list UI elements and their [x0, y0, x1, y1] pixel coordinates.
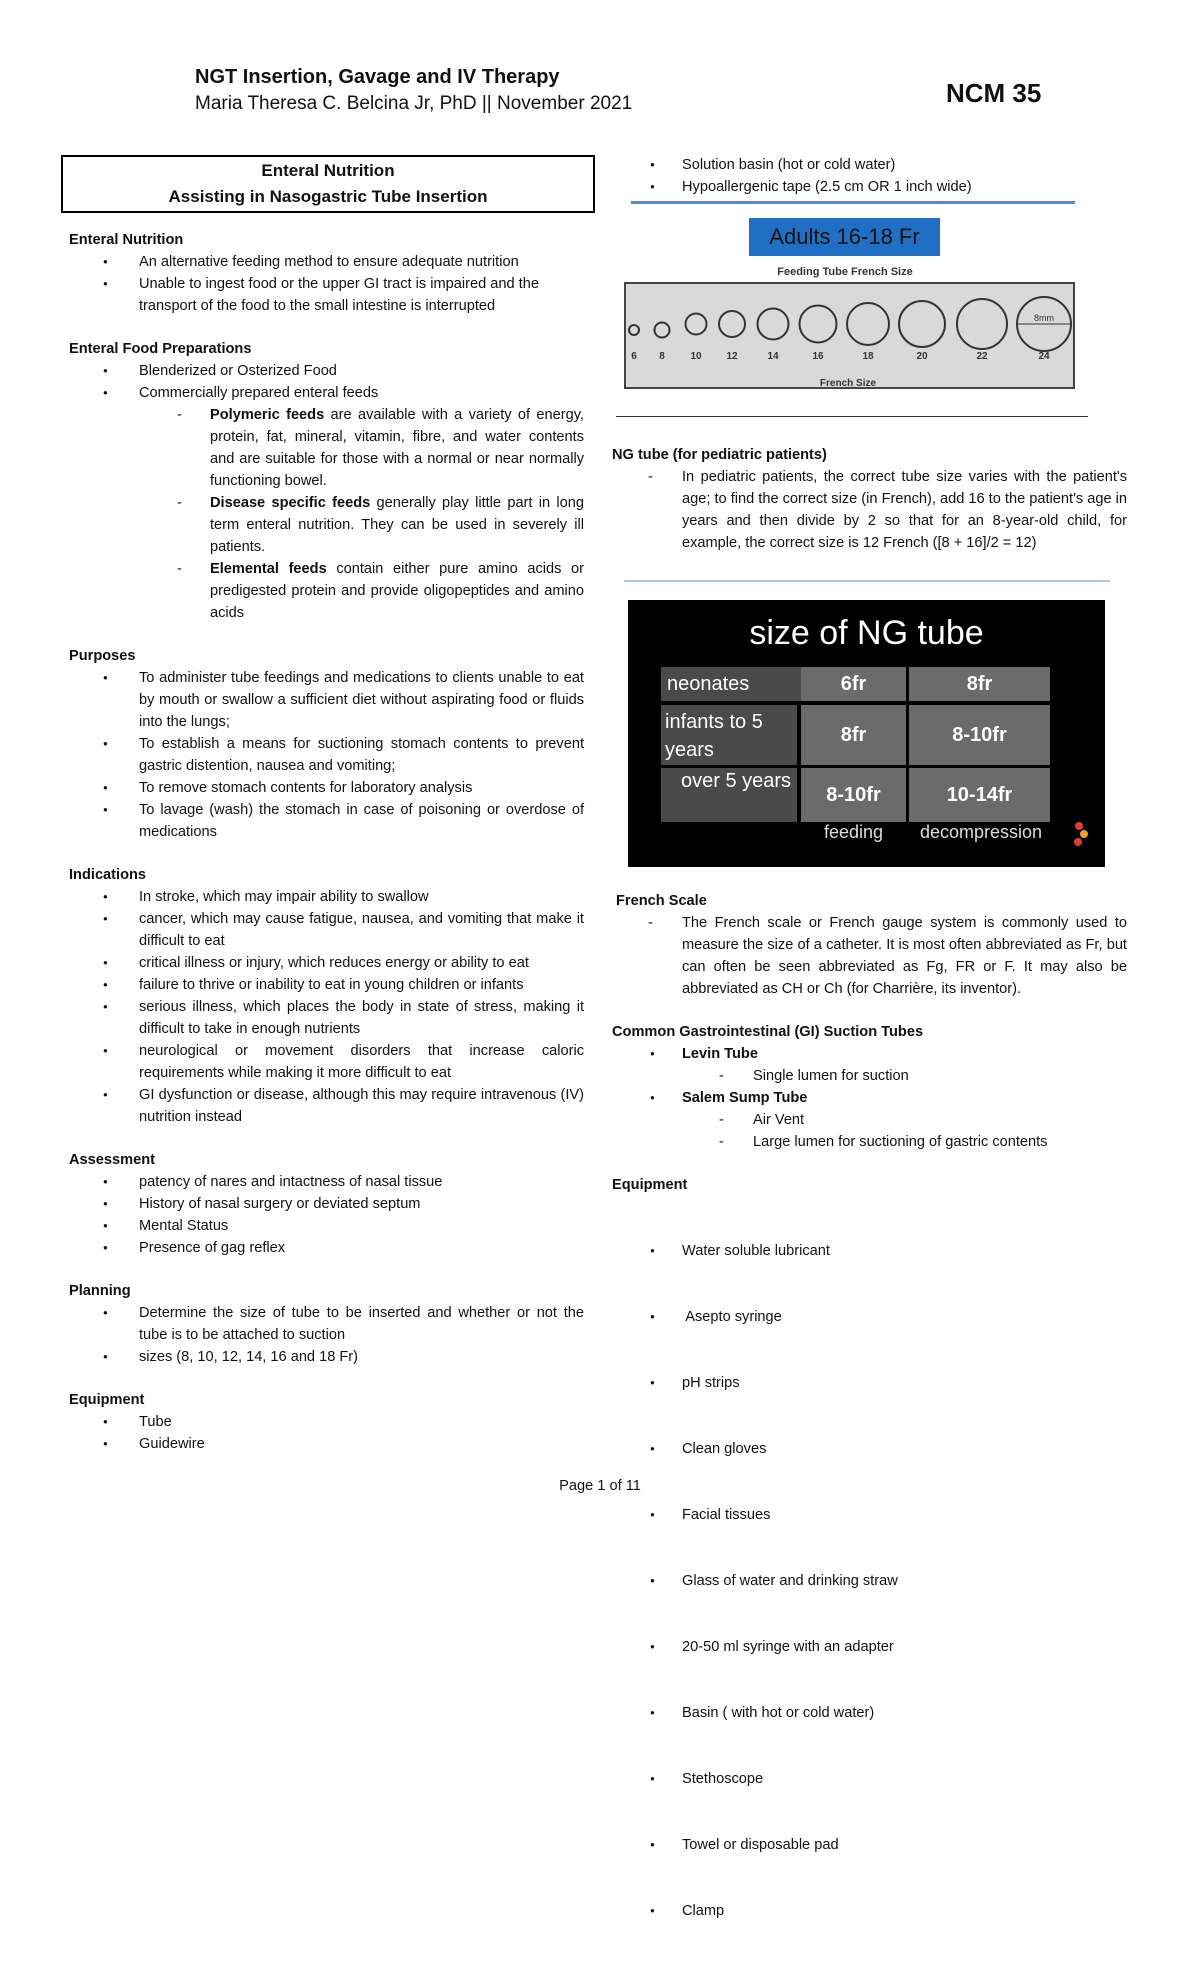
page-number: Page 1 of 11	[559, 1478, 641, 1494]
ng-pediatric-list	[612, 466, 1127, 554]
list-item: ● Basin ( with hot or cold water)	[612, 1702, 1127, 1724]
list-item: ● Asepto syringe	[612, 1306, 1127, 1328]
adult-size-badge: Adults 16-18 Fr	[749, 218, 940, 256]
tube-size-label: 12	[726, 351, 738, 362]
equipment-list-right	[612, 1196, 1127, 1966]
ng-decompression-cell: 8-10fr	[909, 705, 1050, 765]
tube-size-label: 6	[631, 351, 637, 362]
list-item: ● patency of nares and intactness of nasal tissue	[69, 1171, 584, 1193]
ng-row-label: over 5 years	[661, 768, 797, 822]
heading-ng-pediatric: NG tube (for pediatric patients)	[612, 447, 827, 463]
tube-size-label: 8	[659, 351, 665, 362]
list-item: - Single lumen for suction	[612, 1065, 1127, 1087]
list-item	[69, 492, 584, 558]
list-item: ● Guidewire	[69, 1433, 584, 1455]
list-item: - Large lumen for suctioning of gastric contents	[612, 1131, 1127, 1153]
ng-table-title: size of NG tube	[749, 614, 984, 652]
heading-food-preparations: Enteral Food Preparations	[69, 341, 252, 357]
heading-purposes: Purposes	[69, 648, 136, 664]
figure-caption: Feeding Tube French Size	[777, 266, 913, 278]
list-item: ● To remove stomach contents for laboratory analysis	[69, 777, 584, 799]
ng-row-label: neonates	[661, 667, 801, 701]
list-item: ● GI dysfunction or disease, although this may require intravenous (IV) nutrition instead	[69, 1084, 584, 1128]
tube-size-label: 22	[976, 351, 988, 362]
tube-size-label: 10	[690, 351, 702, 362]
ng-col-decompression: decompression	[919, 822, 1043, 842]
ng-feeding-cell: 6fr	[801, 667, 906, 701]
french-size-figure	[624, 282, 1076, 390]
axis-label: French Size	[819, 378, 877, 389]
tube-size-label: 24	[1038, 351, 1050, 362]
author-line: Maria Theresa C. Belcina Jr, PhD || November 2021	[195, 93, 633, 114]
list-item: - Air Vent	[612, 1109, 1127, 1131]
heading-enteral-nutrition: Enteral Nutrition	[69, 232, 184, 248]
tube-size-label: 16	[812, 351, 824, 362]
list-item: ● sizes (8, 10, 12, 14, 16 and 18 Fr)	[69, 1346, 584, 1368]
ng-feeding-cell: 8-10fr	[801, 768, 906, 822]
heading-planning: Planning	[69, 1283, 131, 1299]
indications-list	[69, 886, 584, 1128]
list-item: ● failure to thrive or inability to eat in young children or infants	[69, 974, 584, 996]
levin-tube-list	[612, 1065, 1127, 1087]
tube-size-label: 14	[767, 351, 779, 362]
list-item: ● Facial tissues	[612, 1504, 1127, 1526]
list-item: ● Clamp	[612, 1900, 1127, 1922]
feed-types-list	[69, 404, 584, 624]
heading-equipment-right: Equipment	[612, 1177, 688, 1193]
list-item: ● Mental Status	[69, 1215, 584, 1237]
list-item: ● Water soluble lubricant	[612, 1240, 1127, 1262]
right-top-list-wrap	[612, 154, 1132, 198]
left-column	[69, 229, 584, 1455]
ng-decompression-cell: 8fr	[909, 667, 1050, 701]
french-scale-list	[612, 912, 1127, 1000]
list-item: ● cancer, which may cause fatigue, nausea, and vomiting that make it difficult to eat	[69, 908, 584, 952]
list-item	[612, 1087, 1127, 1109]
ng-col-feeding: feeding	[823, 822, 884, 842]
diameter-label: 8mm	[1034, 313, 1054, 323]
right-top-list	[612, 154, 1132, 198]
list-item: ● An alternative feeding method to ensure adequate nutrition	[69, 251, 584, 273]
gi-tubes-list	[612, 1043, 1127, 1065]
list-item: ● Stethoscope	[612, 1768, 1127, 1790]
list-item: ● Clean gloves	[612, 1438, 1127, 1460]
equipment-list-left	[69, 1411, 584, 1455]
ng-row-label: infants to 5 years	[661, 705, 797, 765]
list-item: ● Commercially prepared enteral feeds	[69, 382, 584, 404]
section-title-box	[61, 155, 595, 213]
planning-list	[69, 1302, 584, 1368]
ng-feeding-cell: 8fr	[801, 705, 906, 765]
feed-type-name: Disease specific feeds	[210, 495, 371, 511]
section-divider	[616, 416, 1088, 417]
heading-french-scale: French Scale	[616, 893, 707, 909]
list-item: ● pH strips	[612, 1372, 1127, 1394]
list-item: ● Glass of water and drinking straw	[612, 1570, 1127, 1592]
tube-name: Salem Sump Tube	[682, 1090, 808, 1106]
course-code: NCM 35	[946, 78, 1042, 108]
section-title-line1: Enteral Nutrition	[261, 161, 395, 180]
heading-assessment: Assessment	[69, 1152, 155, 1168]
blue-divider	[631, 201, 1075, 204]
list-item: ● To administer tube feedings and medications to clients unable to eat by mouth or swallow a sufficient diet without aspirating food or fluids into the lungs;	[69, 667, 584, 733]
gi-tubes-list-2	[612, 1087, 1127, 1109]
heading-indications: Indications	[69, 867, 147, 883]
list-item: ● 20-50 ml syringe with an adapter	[612, 1636, 1127, 1658]
list-item	[69, 558, 584, 624]
list-item: ● Blenderized or Osterized Food	[69, 360, 584, 382]
list-item: - The French scale or French gauge system is commonly used to measure the size of a catheter. It is most often abbreviated as Fr, but can often be seen abbreviated as Fg, FR or F. It may also be abbreviated as CH or Ch (for Charrière, its inventor).	[612, 912, 1127, 1000]
heading-equipment-left: Equipment	[69, 1392, 145, 1408]
tube-size-label: 18	[862, 351, 874, 362]
section-title-line2: Assisting in Nasogastric Tube Insertion	[168, 187, 488, 206]
list-item	[69, 404, 584, 492]
list-item: - In pediatric patients, the correct tube size varies with the patient's age; to find the correct size (in French), add 16 to the patient's age in years and then divide by 2 so that for an 8-year-old child, for example, the correct size is 12 French ([8 + 16]/2 = 12)	[612, 466, 1127, 554]
ng-pediatric-section	[612, 444, 1127, 554]
right-lower-column	[612, 890, 1127, 1966]
list-item	[612, 1043, 1127, 1065]
food-prep-list	[69, 360, 584, 404]
ng-decompression-cell: 10-14fr	[909, 768, 1050, 822]
feed-type-name: Polymeric feeds	[210, 407, 325, 423]
list-item: ● History of nasal surgery or deviated septum	[69, 1193, 584, 1215]
feed-type-desc: contain either pure amino acids or predigested protein and provide oligopeptides and amino acids	[210, 561, 584, 621]
enteral-nutrition-list	[69, 251, 584, 317]
ng-size-table	[628, 600, 1105, 867]
heading-gi-tubes: Common Gastrointestinal (GI) Suction Tubes	[612, 1024, 924, 1040]
tube-name: Levin Tube	[682, 1046, 758, 1062]
list-item: ● critical illness or injury, which reduces energy or ability to eat	[69, 952, 584, 974]
list-item: ● Hypoallergenic tape (2.5 cm OR 1 inch wide)	[612, 176, 1132, 198]
salem-tube-list	[612, 1109, 1127, 1153]
light-divider	[624, 580, 1110, 582]
document-title: NGT Insertion, Gavage and IV Therapy	[195, 66, 560, 88]
list-item: ● To lavage (wash) the stomach in case of poisoning or overdose of medications	[69, 799, 584, 843]
list-item: ● Towel or disposable pad	[612, 1834, 1127, 1856]
decorative-logo-icon	[1071, 820, 1091, 850]
tube-size-label: 20	[916, 351, 928, 362]
list-item: ● Presence of gag reflex	[69, 1237, 584, 1259]
assessment-list	[69, 1171, 584, 1259]
feed-type-name: Elemental feeds	[210, 561, 327, 577]
list-item: ● Determine the size of tube to be inserted and whether or not the tube is to be attached to suction	[69, 1302, 584, 1346]
list-item: ● To establish a means for suctioning stomach contents to prevent gastric distention, nausea and vomiting;	[69, 733, 584, 777]
list-item: ● Unable to ingest food or the upper GI tract is impaired and the transport of the food to the small intestine is interrupted	[69, 273, 584, 317]
list-item: ● In stroke, which may impair ability to swallow	[69, 886, 584, 908]
feed-type-desc: are available with a variety of energy, protein, fat, mineral, vitamin, fibre, and water contents and are suitable for those with a normal or near normally functioning bowel.	[210, 407, 584, 489]
list-item: ● Solution basin (hot or cold water)	[612, 154, 1132, 176]
list-item: ● Tube	[69, 1411, 584, 1433]
purposes-list	[69, 667, 584, 843]
list-item: ● neurological or movement disorders that increase caloric requirements while making it more difficult to eat	[69, 1040, 584, 1084]
feed-type-desc: generally play little part in long term enteral nutrition. They can be used in severely ill patients.	[210, 495, 585, 555]
list-item: ● serious illness, which places the body in state of stress, making it difficult to take in enough nutrients	[69, 996, 584, 1040]
